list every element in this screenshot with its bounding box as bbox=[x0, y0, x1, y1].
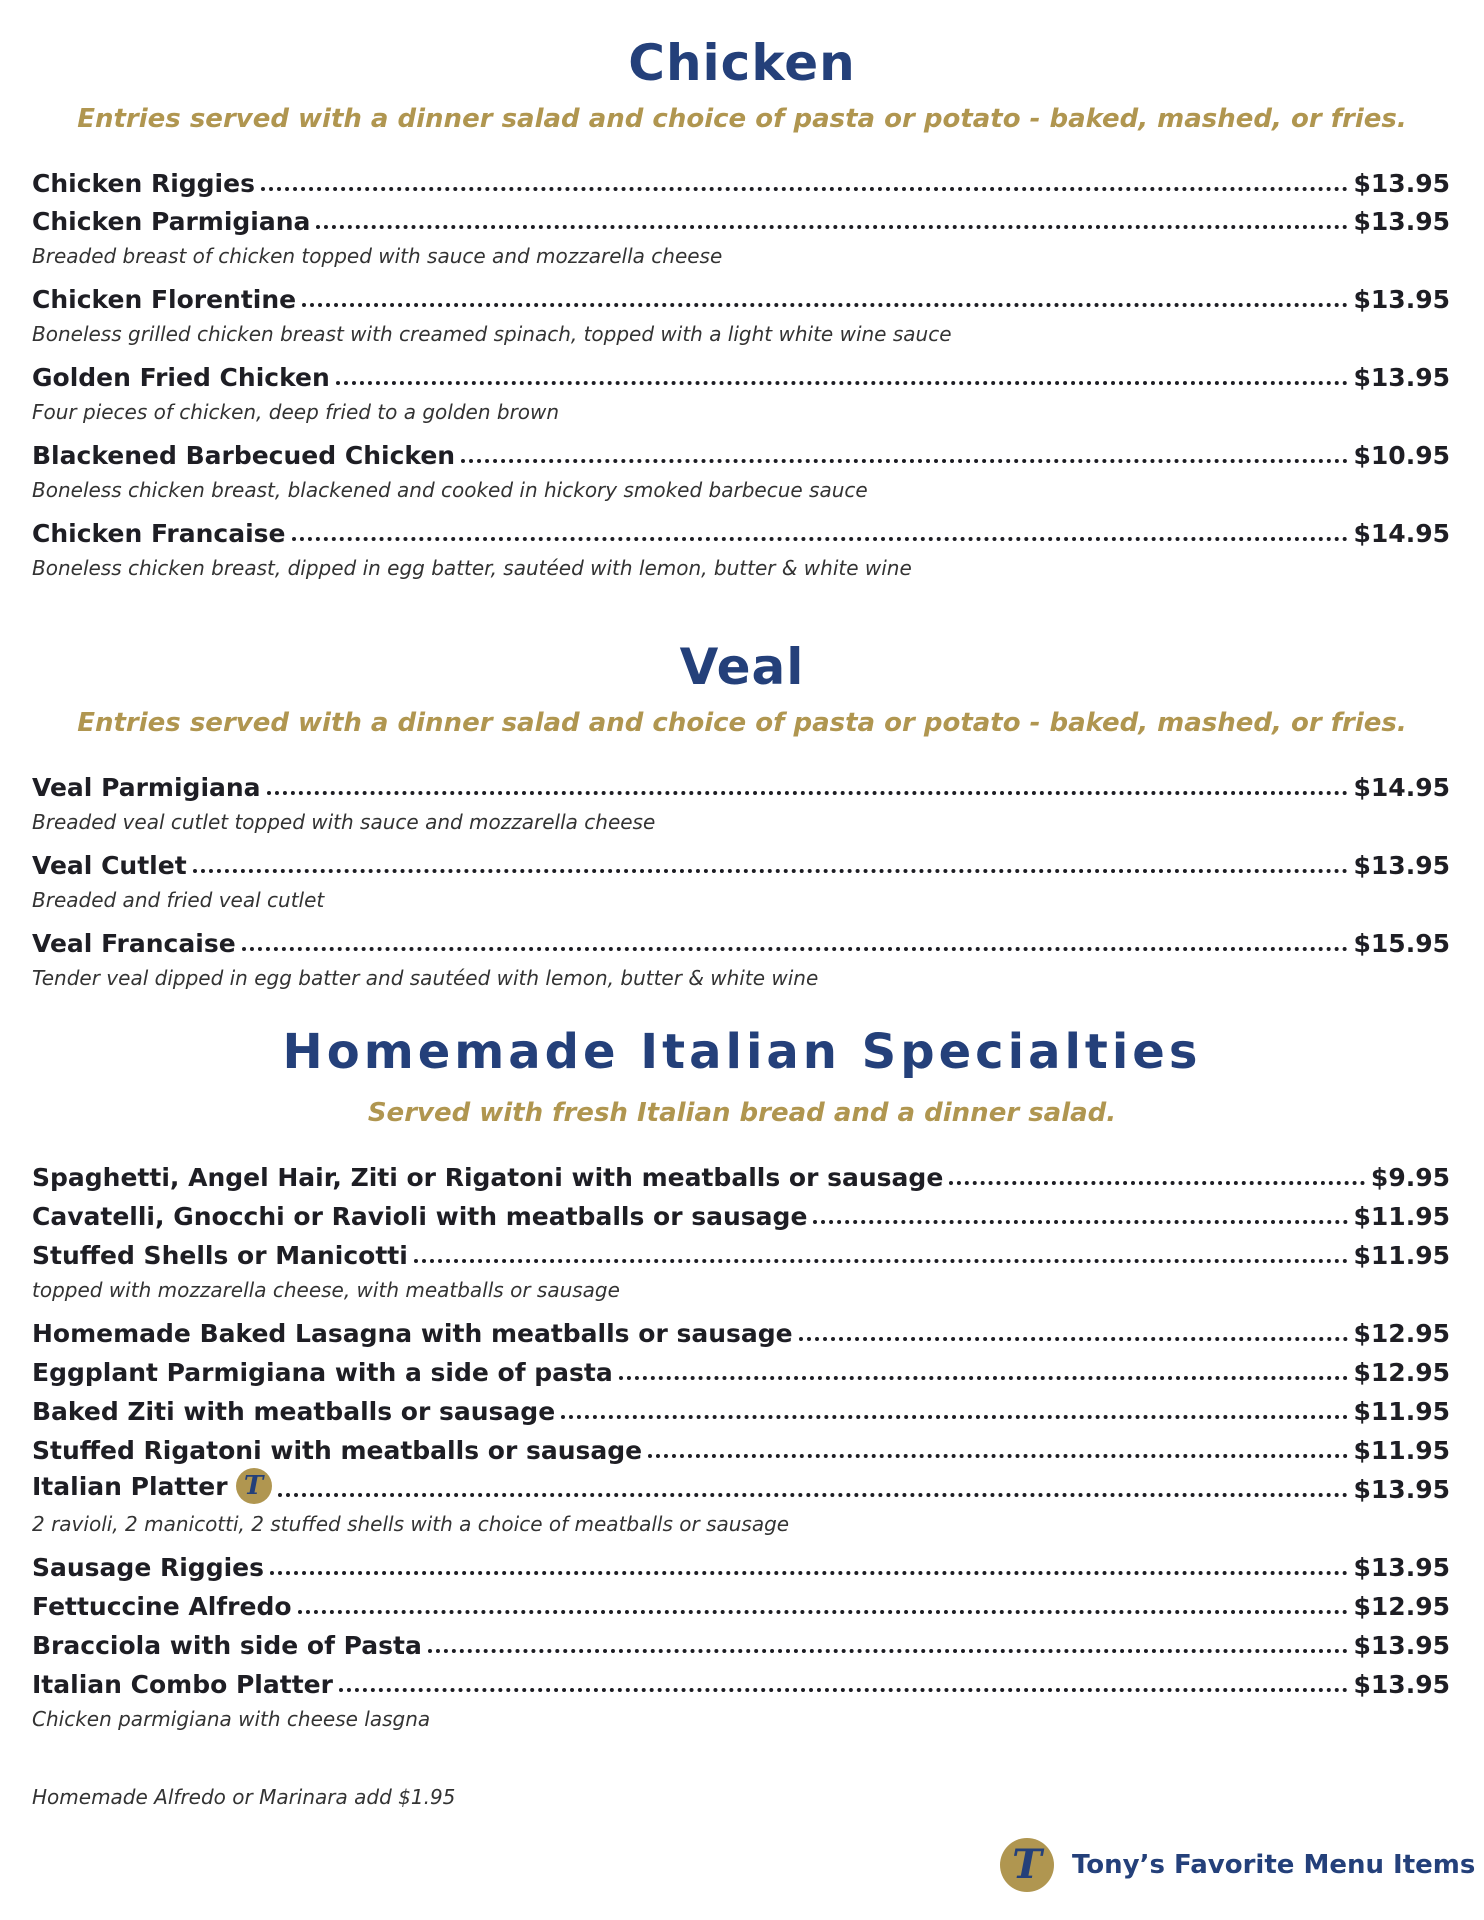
menu-item bbox=[32, 1195, 1450, 1231]
veal-section-title: Veal bbox=[679, 638, 805, 696]
menu-item bbox=[32, 1624, 1450, 1660]
dot-leader bbox=[648, 1454, 1347, 1458]
menu-item bbox=[32, 278, 1450, 314]
menu-item-price: $13.95 bbox=[1353, 285, 1450, 314]
menu-item-description: Breaded veal cutlet topped with sauce and mozzarella cheese bbox=[32, 810, 656, 834]
dot-leader bbox=[261, 187, 1348, 191]
menu-item-name: Blackened Barbecued Chicken bbox=[32, 441, 456, 470]
menu-item bbox=[32, 512, 1450, 548]
dot-leader bbox=[619, 1376, 1348, 1380]
t-badge-letter: T bbox=[1012, 1841, 1042, 1888]
menu-item-description: Boneless chicken breast, blackened and cooked in hickory smoked barbecue sauce bbox=[32, 478, 868, 502]
dot-leader bbox=[561, 1415, 1347, 1419]
dot-leader bbox=[336, 381, 1348, 385]
dot-leader bbox=[242, 947, 1348, 951]
dot-leader bbox=[414, 1259, 1348, 1263]
menu-item bbox=[32, 162, 1450, 198]
dot-leader bbox=[302, 303, 1347, 307]
menu-item-price: $12.95 bbox=[1353, 1358, 1450, 1387]
chicken-section-title: Chicken bbox=[628, 34, 856, 92]
dot-leader bbox=[267, 791, 1348, 795]
menu-item-name: Baked Ziti with meatballs or sausage bbox=[32, 1397, 556, 1426]
menu-item-name: Fettuccine Alfredo bbox=[32, 1592, 292, 1621]
menu-item-price: $11.95 bbox=[1353, 1436, 1450, 1465]
menu-item-name: Italian Combo Platter bbox=[32, 1670, 333, 1699]
menu-item-name: Eggplant Parmigiana with a side of pasta bbox=[32, 1358, 613, 1387]
menu-item-price: $9.95 bbox=[1370, 1163, 1450, 1192]
menu-item-price: $14.95 bbox=[1353, 773, 1450, 802]
menu-item-name: Cavatelli, Gnocchi or Ravioli with meatballs or sausage bbox=[32, 1202, 808, 1231]
menu-item-name: Bracciola with side of Pasta bbox=[32, 1631, 422, 1660]
menu-item bbox=[32, 356, 1450, 392]
menu-item-name: Veal Cutlet bbox=[32, 851, 187, 880]
menu-item-price: $10.95 bbox=[1353, 441, 1450, 470]
dot-leader bbox=[292, 537, 1348, 541]
menu-item-price: $11.95 bbox=[1353, 1397, 1450, 1426]
chicken-section-subtitle: Entries served with a dinner salad and choice of pasta or potato - baked, mashed, or fries. bbox=[77, 104, 1407, 134]
dot-leader bbox=[193, 869, 1348, 873]
menu-item-price: $12.95 bbox=[1353, 1592, 1450, 1621]
menu-item-name: Chicken Florentine bbox=[32, 285, 297, 314]
menu-item-price: $11.95 bbox=[1353, 1202, 1450, 1231]
veal-section-subtitle: Entries served with a dinner salad and choice of pasta or potato - baked, mashed, or fries. bbox=[77, 708, 1407, 738]
menu-item bbox=[32, 1429, 1450, 1465]
dot-leader bbox=[461, 459, 1347, 463]
italian-section-subtitle: Served with fresh Italian bread and a dinner salad. bbox=[367, 1098, 1117, 1128]
menu-item-name: Spaghetti, Angel Hair, Ziti or Rigatoni with meatballs or sausage bbox=[32, 1163, 944, 1192]
menu-item-name: Sausage Riggies bbox=[32, 1553, 264, 1582]
dot-leader bbox=[428, 1649, 1348, 1653]
menu-item bbox=[32, 1312, 1450, 1348]
menu-item-price: $11.95 bbox=[1353, 1241, 1450, 1270]
menu-item-description: 2 ravioli, 2 manicotti, 2 stuffed shells with a choice of meatballs or sausage bbox=[32, 1512, 790, 1536]
menu-item-name: Golden Fried Chicken bbox=[32, 363, 330, 392]
menu-item-description: Breaded breast of chicken topped with sauce and mozzarella cheese bbox=[32, 244, 723, 268]
menu-item-name: Chicken Riggies bbox=[32, 169, 255, 198]
favorites-legend-label: Tony’s Favorite Menu Items bbox=[1072, 1850, 1476, 1880]
menu-item-name: Stuffed Shells or Manicotti bbox=[32, 1241, 408, 1270]
menu-item-description: Four pieces of chicken, deep fried to a golden brown bbox=[32, 400, 560, 424]
menu-item bbox=[32, 922, 1450, 958]
menu-item-price: $13.95 bbox=[1353, 207, 1450, 236]
menu-item-name: Chicken Francaise bbox=[32, 519, 286, 548]
menu-item bbox=[32, 1546, 1450, 1582]
t-badge-letter: T bbox=[243, 1471, 264, 1501]
menu-item bbox=[32, 844, 1450, 880]
menu-item-name: Italian Platter bbox=[32, 1471, 228, 1501]
dot-leader bbox=[949, 1181, 1365, 1185]
menu-item-price: $13.95 bbox=[1353, 169, 1450, 198]
menu-item bbox=[32, 200, 1450, 236]
menu-item bbox=[32, 1351, 1450, 1387]
menu-item bbox=[32, 1468, 1450, 1504]
menu-item-price: $13.95 bbox=[1353, 1553, 1450, 1582]
t-badge-icon bbox=[236, 1468, 272, 1504]
menu-item bbox=[32, 1234, 1450, 1270]
favorites-legend bbox=[1000, 1838, 1475, 1892]
menu-item-price: $13.95 bbox=[1353, 851, 1450, 880]
menu-item-name: Stuffed Rigatoni with meatballs or sausage bbox=[32, 1436, 643, 1465]
dot-leader bbox=[339, 1688, 1348, 1692]
menu-item-price: $13.95 bbox=[1353, 363, 1450, 392]
menu-item-name: Chicken Parmigiana bbox=[32, 207, 311, 236]
menu-item-description: Breaded and fried veal cutlet bbox=[32, 888, 325, 912]
dot-leader bbox=[278, 1493, 1348, 1497]
menu-item-description: Boneless chicken breast, dipped in egg batter, sautéed with lemon, butter & white wine bbox=[32, 556, 912, 580]
menu-item-description: topped with mozzarella cheese, with meatballs or sausage bbox=[32, 1278, 620, 1302]
menu-item-price: $13.95 bbox=[1353, 1475, 1450, 1504]
menu-item bbox=[32, 434, 1450, 470]
dot-leader bbox=[316, 225, 1347, 229]
menu-item bbox=[32, 766, 1450, 802]
menu-item-price: $14.95 bbox=[1353, 519, 1450, 548]
menu-item-name: Homemade Baked Lasagna with meatballs or sausage bbox=[32, 1319, 793, 1348]
sauce-footnote: Homemade Alfredo or Marinara add $1.95 bbox=[32, 1785, 456, 1809]
menu-item bbox=[32, 1156, 1450, 1192]
menu-item-description: Boneless grilled chicken breast with creamed spinach, topped with a light white wine sauce bbox=[32, 322, 952, 346]
menu-item-name-group bbox=[32, 1468, 272, 1504]
menu-item-price: $15.95 bbox=[1353, 929, 1450, 958]
italian-section-title: Homemade Italian Specialties bbox=[282, 1024, 1202, 1080]
menu-item bbox=[32, 1663, 1450, 1699]
dot-leader bbox=[270, 1571, 1348, 1575]
menu-item bbox=[32, 1390, 1450, 1426]
menu-item-price: $13.95 bbox=[1353, 1670, 1450, 1699]
menu-item-price: $13.95 bbox=[1353, 1631, 1450, 1660]
menu-item-description: Chicken parmigiana with cheese lasgna bbox=[32, 1707, 431, 1731]
menu-item-name: Veal Parmigiana bbox=[32, 773, 261, 802]
menu-item-price: $12.95 bbox=[1353, 1319, 1450, 1348]
menu-item bbox=[32, 1585, 1450, 1621]
menu-item-name: Veal Francaise bbox=[32, 929, 236, 958]
t-badge-icon bbox=[1000, 1838, 1054, 1892]
dot-leader bbox=[813, 1220, 1347, 1224]
dot-leader bbox=[799, 1337, 1348, 1341]
dot-leader bbox=[298, 1610, 1348, 1614]
menu-item-description: Tender veal dipped in egg batter and sautéed with lemon, butter & white wine bbox=[32, 966, 819, 990]
